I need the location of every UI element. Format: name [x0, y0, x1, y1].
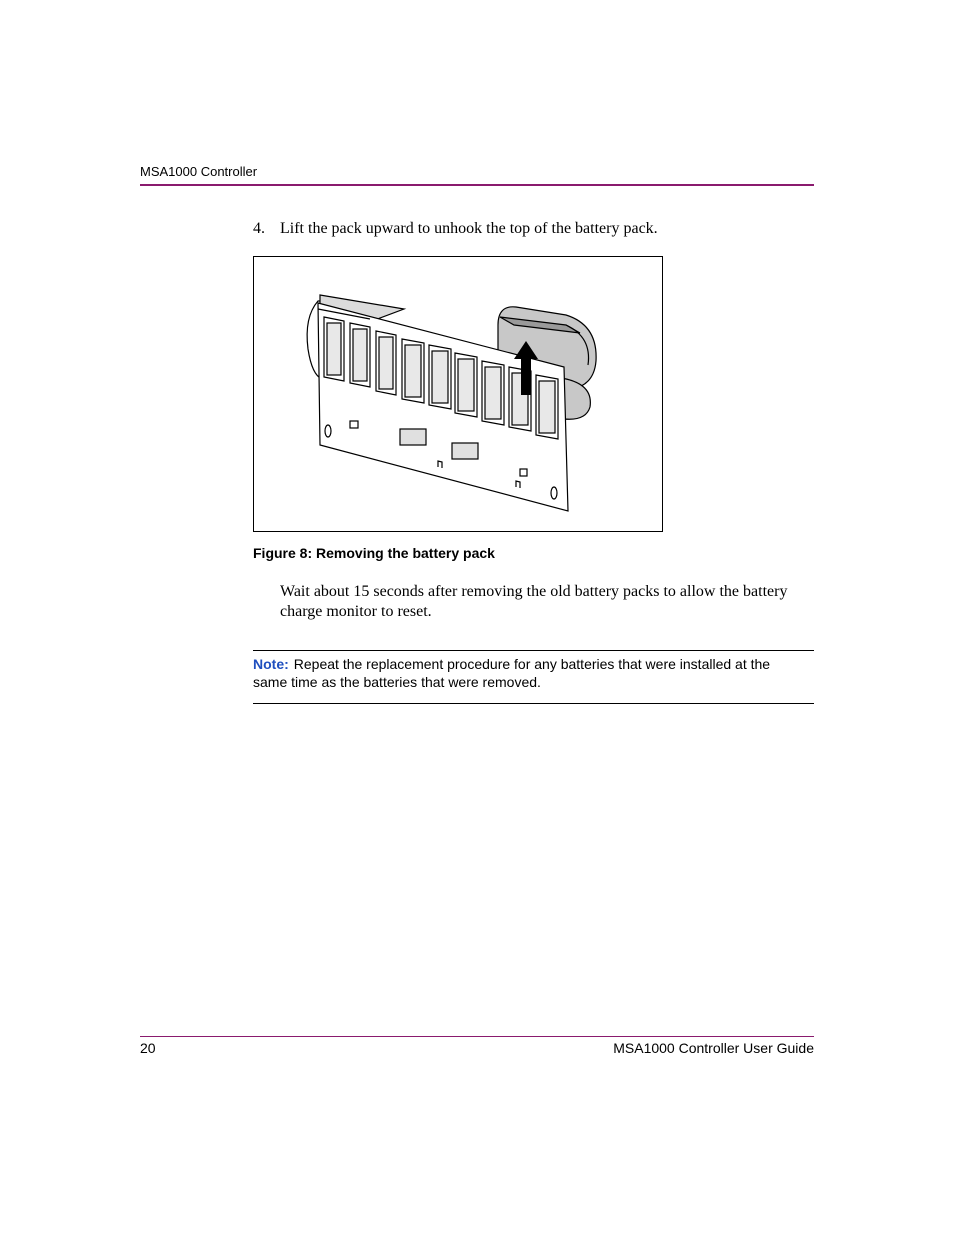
note-box — [253, 655, 808, 691]
figure-caption: Figure 8: Removing the battery pack — [253, 545, 495, 561]
note-label: Note: — [253, 656, 289, 672]
step-text: Lift the pack upward to unhook the top of the battery pack. — [280, 220, 658, 237]
footer-rule — [140, 1036, 814, 1037]
body-paragraph: Wait about 15 seconds after removing the old battery packs to allow the battery charge monitor to reset. — [280, 583, 788, 620]
note-bottom-rule — [253, 703, 814, 704]
step-number: 4. — [253, 220, 265, 237]
header-rule — [140, 184, 814, 186]
footer-guide-title: MSA1000 Controller User Guide — [613, 1040, 814, 1056]
running-header: MSA1000 Controller — [140, 164, 258, 179]
note-text: Repeat the replacement procedure for any batteries that were installed at the same time as the batteries that were removed. — [253, 656, 771, 690]
step-4 — [253, 220, 658, 238]
battery-pack-removal-illustration — [254, 257, 662, 531]
figure-box — [253, 256, 663, 532]
note-top-rule — [253, 650, 814, 651]
page-number: 20 — [140, 1040, 156, 1056]
